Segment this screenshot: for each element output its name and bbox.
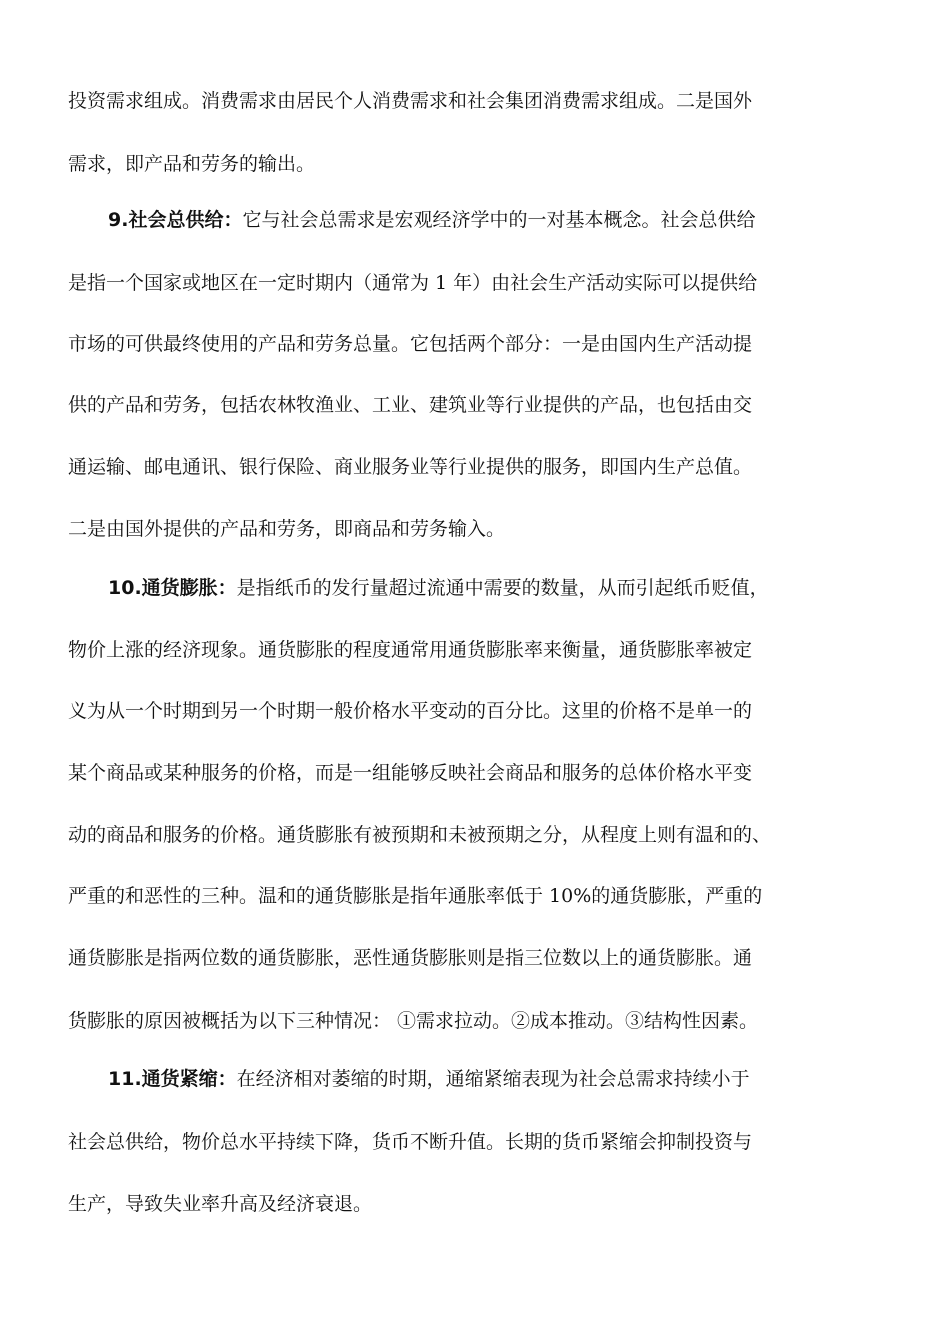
term-heading: 10.通货膨胀： <box>108 577 237 599</box>
text-line <box>68 509 888 549</box>
text-line <box>68 81 888 121</box>
text-line <box>68 263 888 303</box>
line-text: 某个商品或某种服务的价格，而是一组能够反映社会商品和服务的总体价格水平变 <box>68 762 753 784</box>
line-text: 动的商品和服务的价格。通货膨胀有被预期和未被预期之分，从程度上则有温和的、 <box>68 824 772 846</box>
text-line <box>68 691 888 731</box>
text-line <box>68 385 888 425</box>
text-line <box>68 1001 888 1041</box>
text-line <box>68 753 888 793</box>
line-text: 它与社会总需求是宏观经济学中的一对基本概念。社会总供给 <box>242 209 756 231</box>
line-text: 二是由国外提供的产品和劳务，即商品和劳务输入。 <box>68 518 506 540</box>
text-line <box>68 1184 888 1224</box>
line-text: 需求，即产品和劳务的输出。 <box>68 153 316 175</box>
line-text: 投资需求组成。消费需求由居民个人消费需求和社会集团消费需求组成。二是国外 <box>68 90 753 112</box>
text-line <box>68 815 888 855</box>
text-line <box>68 447 888 487</box>
term-line <box>108 1059 888 1099</box>
text-line <box>68 876 888 916</box>
line-text: 社会总供给，物价总水平持续下降，货币不断升值。长期的货币紧缩会抑制投资与 <box>68 1131 753 1153</box>
text-line <box>68 324 888 364</box>
line-text: 严重的和恶性的三种。温和的通货膨胀是指年通胀率低于 10%的通货膨胀，严重的 <box>68 885 763 907</box>
line-text: 通运输、邮电通讯、银行保险、商业服务业等行业提供的服务，即国内生产总值。 <box>68 456 753 478</box>
text-line <box>68 630 888 670</box>
line-text: 物价上涨的经济现象。通货膨胀的程度通常用通货膨胀率来衡量，通货膨胀率被定 <box>68 639 753 661</box>
line-text: 供的产品和劳务，包括农林牧渔业、工业、建筑业等行业提供的产品，也包括由交 <box>68 394 753 416</box>
line-text: 货膨胀的原因被概括为以下三种情况： ①需求拉动。②成本推动。③结构性因素。 <box>68 1010 759 1032</box>
term-line <box>108 200 888 240</box>
text-line <box>68 938 888 978</box>
line-text: 义为从一个时期到另一个时期一般价格水平变动的百分比。这里的价格不是单一的 <box>68 700 753 722</box>
line-text: 在经济相对萎缩的时期，通缩紧缩表现为社会总需求持续小于 <box>236 1068 750 1090</box>
term-heading: 9.社会总供给： <box>108 209 243 231</box>
line-text: 生产，导致失业率升高及经济衰退。 <box>68 1193 373 1215</box>
term-heading: 11.通货紧缩： <box>108 1068 237 1090</box>
line-text: 是指一个国家或地区在一定时期内（通常为 1 年）由社会生产活动实际可以提供给 <box>68 272 758 294</box>
line-text: 市场的可供最终使用的产品和劳务总量。它包括两个部分：一是由国内生产活动提 <box>68 333 753 355</box>
text-line <box>68 1122 888 1162</box>
line-text: 是指纸币的发行量超过流通中需要的数量，从而引起纸币贬值， <box>236 577 769 599</box>
line-text: 通货膨胀是指两位数的通货膨胀，恶性通货膨胀则是指三位数以上的通货膨胀。通 <box>68 947 753 969</box>
text-line <box>68 144 888 184</box>
term-line <box>108 568 888 608</box>
